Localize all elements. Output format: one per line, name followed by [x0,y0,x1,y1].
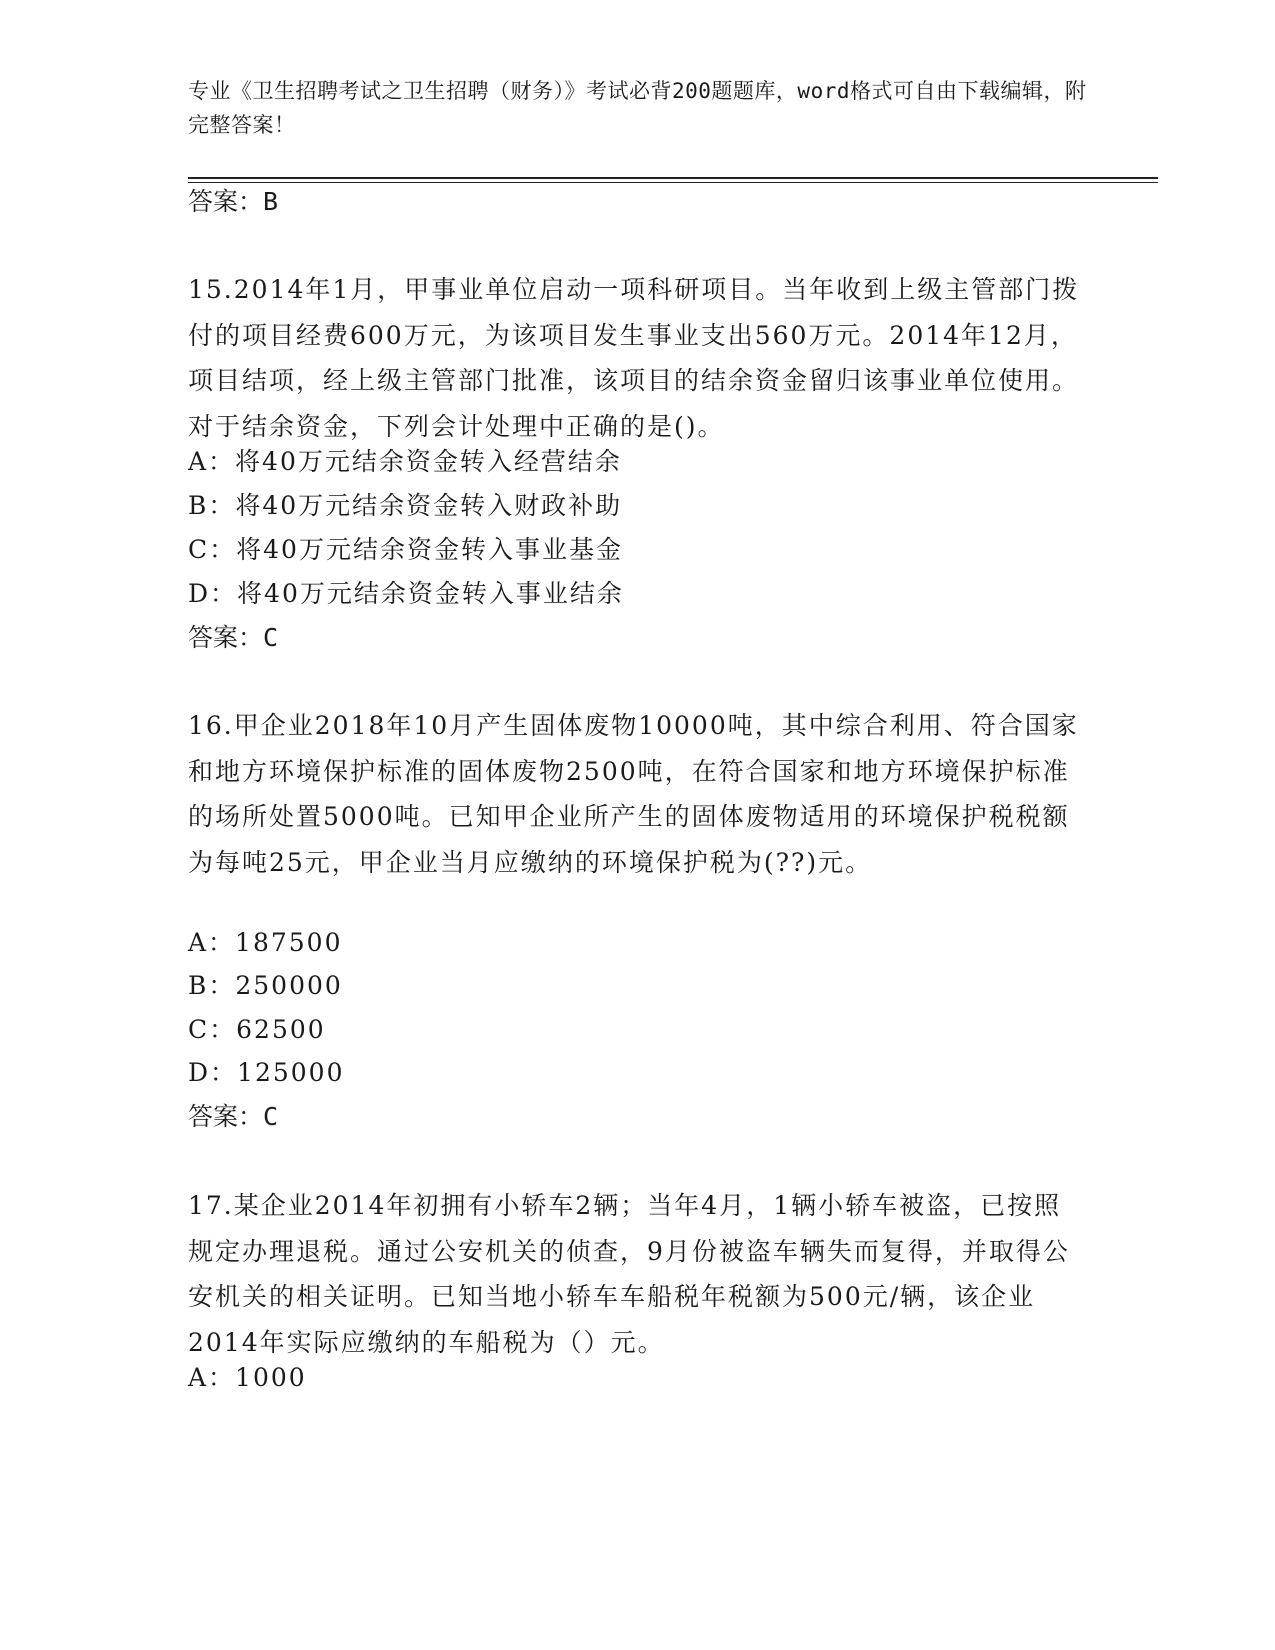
question-16-option-b: B：250000 [188,971,343,1000]
question-15-option-b: B：将40万元结余资金转入财政补助 [188,491,623,520]
answer-label: 答案：B [188,187,279,216]
question-15-option-d: D：将40万元结余资金转入事业结余 [188,579,624,608]
question-17-option-a: A：1000 [188,1363,307,1392]
question-16-option-d: D：125000 [188,1058,345,1087]
question-16-option-c: C：62500 [188,1015,326,1044]
question-16-option-a: A：187500 [188,928,343,957]
question-15-answer: 答案：C [188,623,279,652]
question-15-option-c: C：将40万元结余资金转入事业基金 [188,535,623,564]
header-divider [188,177,1158,179]
question-16-stem: 16.甲企业2018年10月产生固体废物10000吨，其中综合利用、符合国家和地方环境保护标准的固体废物2500吨，在符合国家和地方环境保护标准的场所处置5000吨。已知甲企业所产生的固体废物适用的环境保护税税额为每吨25元，甲企业当月应缴纳的环境保护税为(??)元。 [188,711,1079,877]
question-15-stem: 15.2014年1月，甲事业单位启动一项科研项目。当年收到上级主管部门拨付的项目经费600万元，为该项目发生事业支出560万元。2014年12月，项目结项，经上级主管部门批准，该项目的结余资金留归该事业单位使用。对于结余资金，下列会计处理中正确的是()。 [188,275,1080,441]
question-15-option-a: A：将40万元结余资金转入经营结余 [188,447,622,476]
header-divider-thin [188,182,1158,183]
question-16-answer: 答案：C [188,1102,279,1131]
question-17-stem: 17.某企业2014年初拥有小轿车2辆；当年4月，1辆小轿车被盗，已按照规定办理退税。通过公安机关的侦查，9月份被盗车辆失而复得，并取得公安机关的相关证明。已知当地小轿车车船税年税额为500元/辆，该企业2014年实际应缴纳的车船税为（）元。 [188,1191,1070,1357]
document-header: 专业《卫生招聘考试之卫生招聘（财务）》考试必背200题题库，word格式可自由下载编辑，附完整答案！ [188,79,1087,137]
